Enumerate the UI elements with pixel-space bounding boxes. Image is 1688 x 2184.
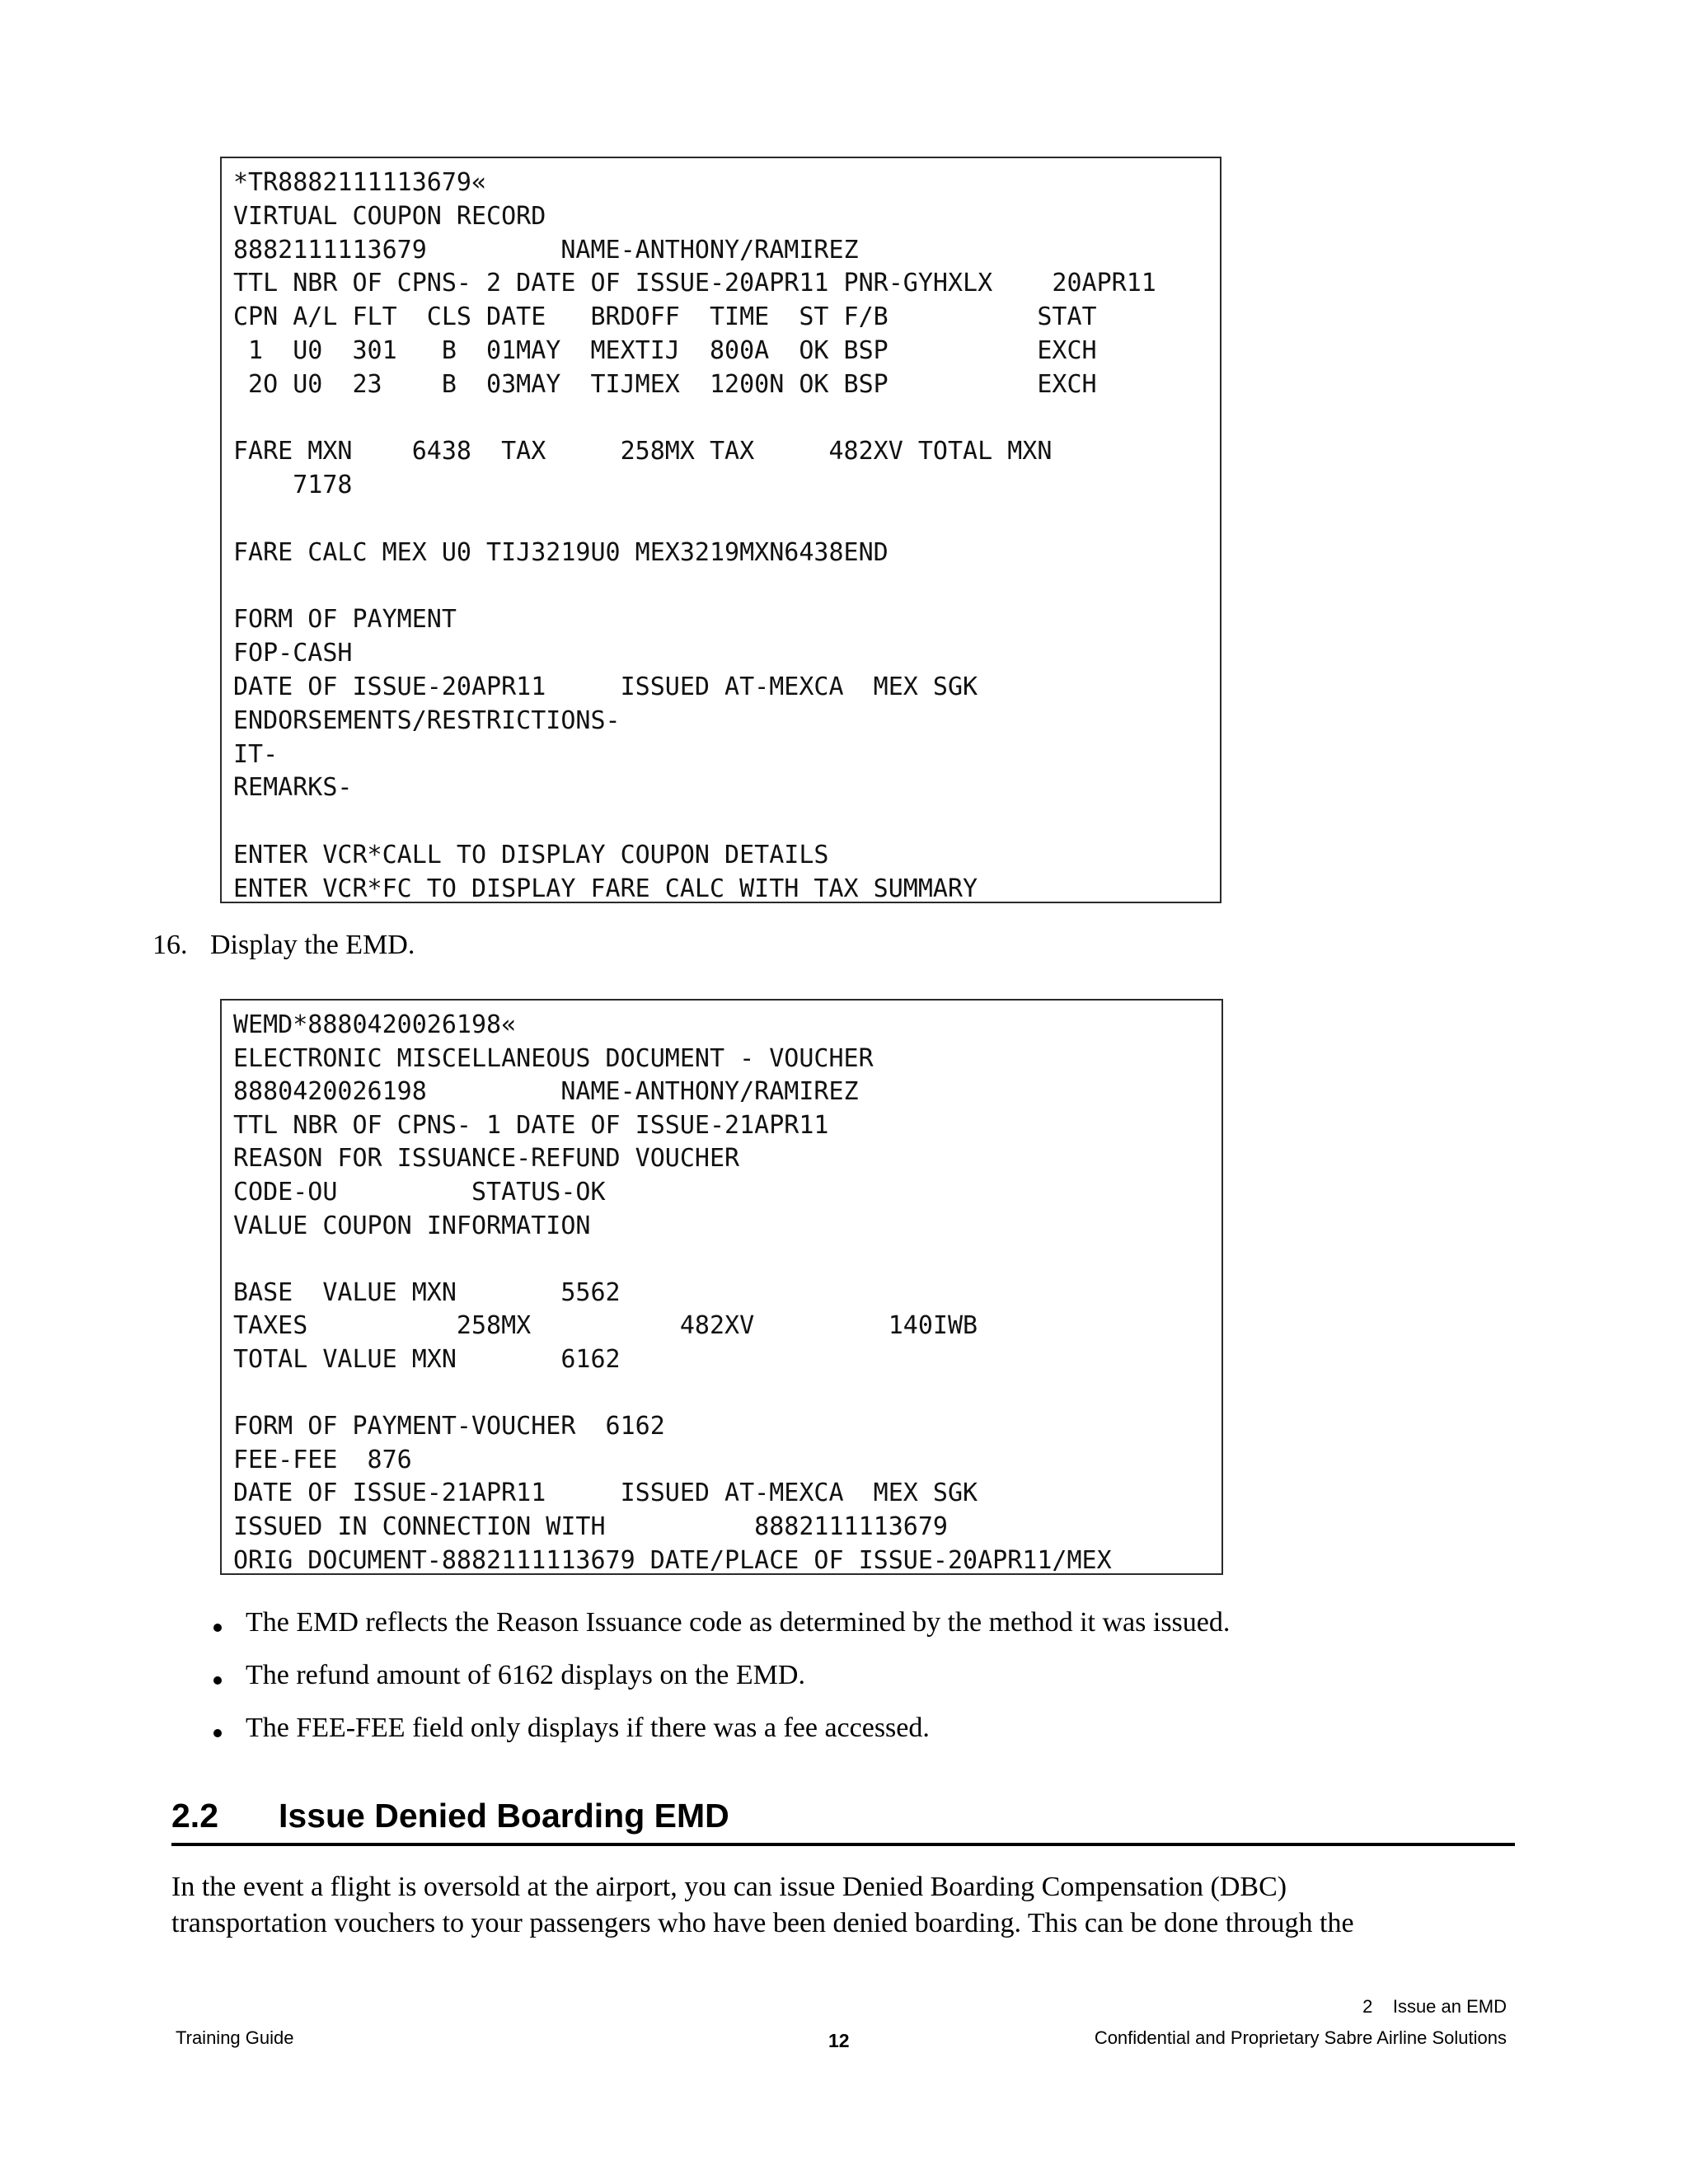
terminal-line: ENDORSEMENTS/RESTRICTIONS- xyxy=(233,705,621,735)
bullet-dot-icon xyxy=(213,1624,222,1632)
terminal-line xyxy=(233,402,1208,436)
terminal-line xyxy=(233,503,1208,537)
terminal-line: 1 U0 301 B 01MAY MEXTIJ 800A OK BSP EXCH xyxy=(233,335,1097,365)
terminal-line: CODE-OU STATUS-OK xyxy=(233,1177,606,1207)
footer-confidentiality: Confidential and Proprietary Sabre Airline Solutions xyxy=(1094,2027,1507,2048)
terminal-line: 7178 xyxy=(233,471,353,500)
footer-doc-title: Training Guide xyxy=(176,2027,294,2048)
bullet-dot-icon xyxy=(213,1676,222,1685)
section-title: Issue Denied Boarding EMD xyxy=(279,1797,729,1835)
bullet-list xyxy=(210,1607,1230,1765)
terminal-line: ORIG DOCUMENT-8882111113679 DATE/PLACE OF ISSUE-20APR11/MEX xyxy=(233,1545,1112,1575)
terminal-line xyxy=(233,1243,1210,1277)
bullet-item xyxy=(210,1660,1230,1713)
terminal-line: TTL NBR OF CPNS- 1 DATE OF ISSUE-21APR11 xyxy=(233,1110,829,1140)
footer-chapter: 2 Issue an EMD xyxy=(1362,1996,1507,2017)
bullet-text: The EMD reflects the Reason Issuance code as determined by the method it was issued. xyxy=(246,1607,1231,1638)
section-number: 2.2 xyxy=(171,1797,218,1835)
step-instruction xyxy=(152,930,415,961)
bullet-item xyxy=(210,1713,1230,1765)
terminal-line: DATE OF ISSUE-21APR11 ISSUED AT-MEXCA MEX SGK xyxy=(233,1479,978,1508)
terminal-line xyxy=(233,805,1208,839)
terminal-line xyxy=(233,1377,1210,1411)
step-number: 16. xyxy=(152,930,188,960)
terminal-line: TOTAL VALUE MXN 6162 xyxy=(233,1344,621,1374)
terminal-line xyxy=(233,570,1208,604)
terminal-line: IT- xyxy=(233,739,279,769)
bullet-item xyxy=(210,1607,1230,1660)
terminal-line: ENTER VCR*FC TO DISPLAY FARE CALC WITH TAX SUMMARY xyxy=(233,874,978,903)
terminal-line: CPN A/L FLT CLS DATE BRDOFF TIME ST F/B STAT xyxy=(233,302,1097,332)
terminal-line: FARE MXN 6438 TAX 258MX TAX 482XV TOTAL MXN xyxy=(233,437,1053,466)
terminal-line: TTL NBR OF CPNS- 2 DATE OF ISSUE-20APR11 PNR-GYHXLX 20APR11 xyxy=(233,269,1156,298)
terminal-line: FORM OF PAYMENT xyxy=(233,605,457,635)
terminal-line: 8882111113679 NAME-ANTHONY/RAMIREZ xyxy=(233,235,859,265)
terminal-line: 2O U0 23 B 03MAY TIJMEX 1200N OK BSP EXCH xyxy=(233,369,1097,399)
terminal-line: ISSUED IN CONNECTION WITH 8882111113679 xyxy=(233,1511,948,1541)
footer-page-number: 12 xyxy=(828,2030,850,2051)
section-heading xyxy=(171,1797,1515,1846)
terminal-line: 8880420026198 NAME-ANTHONY/RAMIREZ xyxy=(233,1077,859,1107)
body-line: In the event a flight is oversold at the airport, you can issue Denied Boarding Compensation (DBC) xyxy=(171,1872,1287,1902)
body-line: transportation vouchers to your passengers who have been denied boarding. This can be done through the xyxy=(171,1908,1354,1938)
terminal-line: FARE CALC MEX U0 TIJ3219U0 MEX3219MXN6438END xyxy=(233,537,889,567)
terminal-line: WEMD*8880420026198« xyxy=(233,1010,517,1039)
bullet-text: The refund amount of 6162 displays on the EMD. xyxy=(246,1660,805,1690)
terminal-line: BASE VALUE MXN 5562 xyxy=(233,1277,621,1307)
terminal-line: FEE-FEE 876 xyxy=(233,1445,412,1474)
terminal-line: FOP-CASH xyxy=(233,639,353,668)
terminal-line: VALUE COUPON INFORMATION xyxy=(233,1211,591,1240)
terminal-line: TAXES 258MX 482XV 140IWB xyxy=(233,1311,978,1341)
terminal-line: *TR8882111113679« xyxy=(233,168,487,197)
terminal-line: ELECTRONIC MISCELLANEOUS DOCUMENT - VOUCHER xyxy=(233,1043,874,1073)
emd-terminal-screenshot xyxy=(220,999,1223,1575)
terminal-line: DATE OF ISSUE-20APR11 ISSUED AT-MEXCA MEX SGK xyxy=(233,672,978,701)
step-text: Display the EMD. xyxy=(210,930,415,960)
terminal-line: ENTER VCR*CALL TO DISPLAY COUPON DETAILS xyxy=(233,840,829,869)
terminal-line: REASON FOR ISSUANCE-REFUND VOUCHER xyxy=(233,1144,740,1174)
bullet-text: The FEE-FEE field only displays if there was a fee accessed. xyxy=(246,1713,930,1743)
bullet-dot-icon xyxy=(213,1729,222,1737)
body-paragraph xyxy=(171,1869,1523,1942)
terminal-line: REMARKS- xyxy=(233,773,353,803)
vcr-terminal-screenshot xyxy=(220,157,1221,903)
terminal-line: VIRTUAL COUPON RECORD xyxy=(233,201,546,231)
terminal-line: FORM OF PAYMENT-VOUCHER 6162 xyxy=(233,1412,665,1441)
